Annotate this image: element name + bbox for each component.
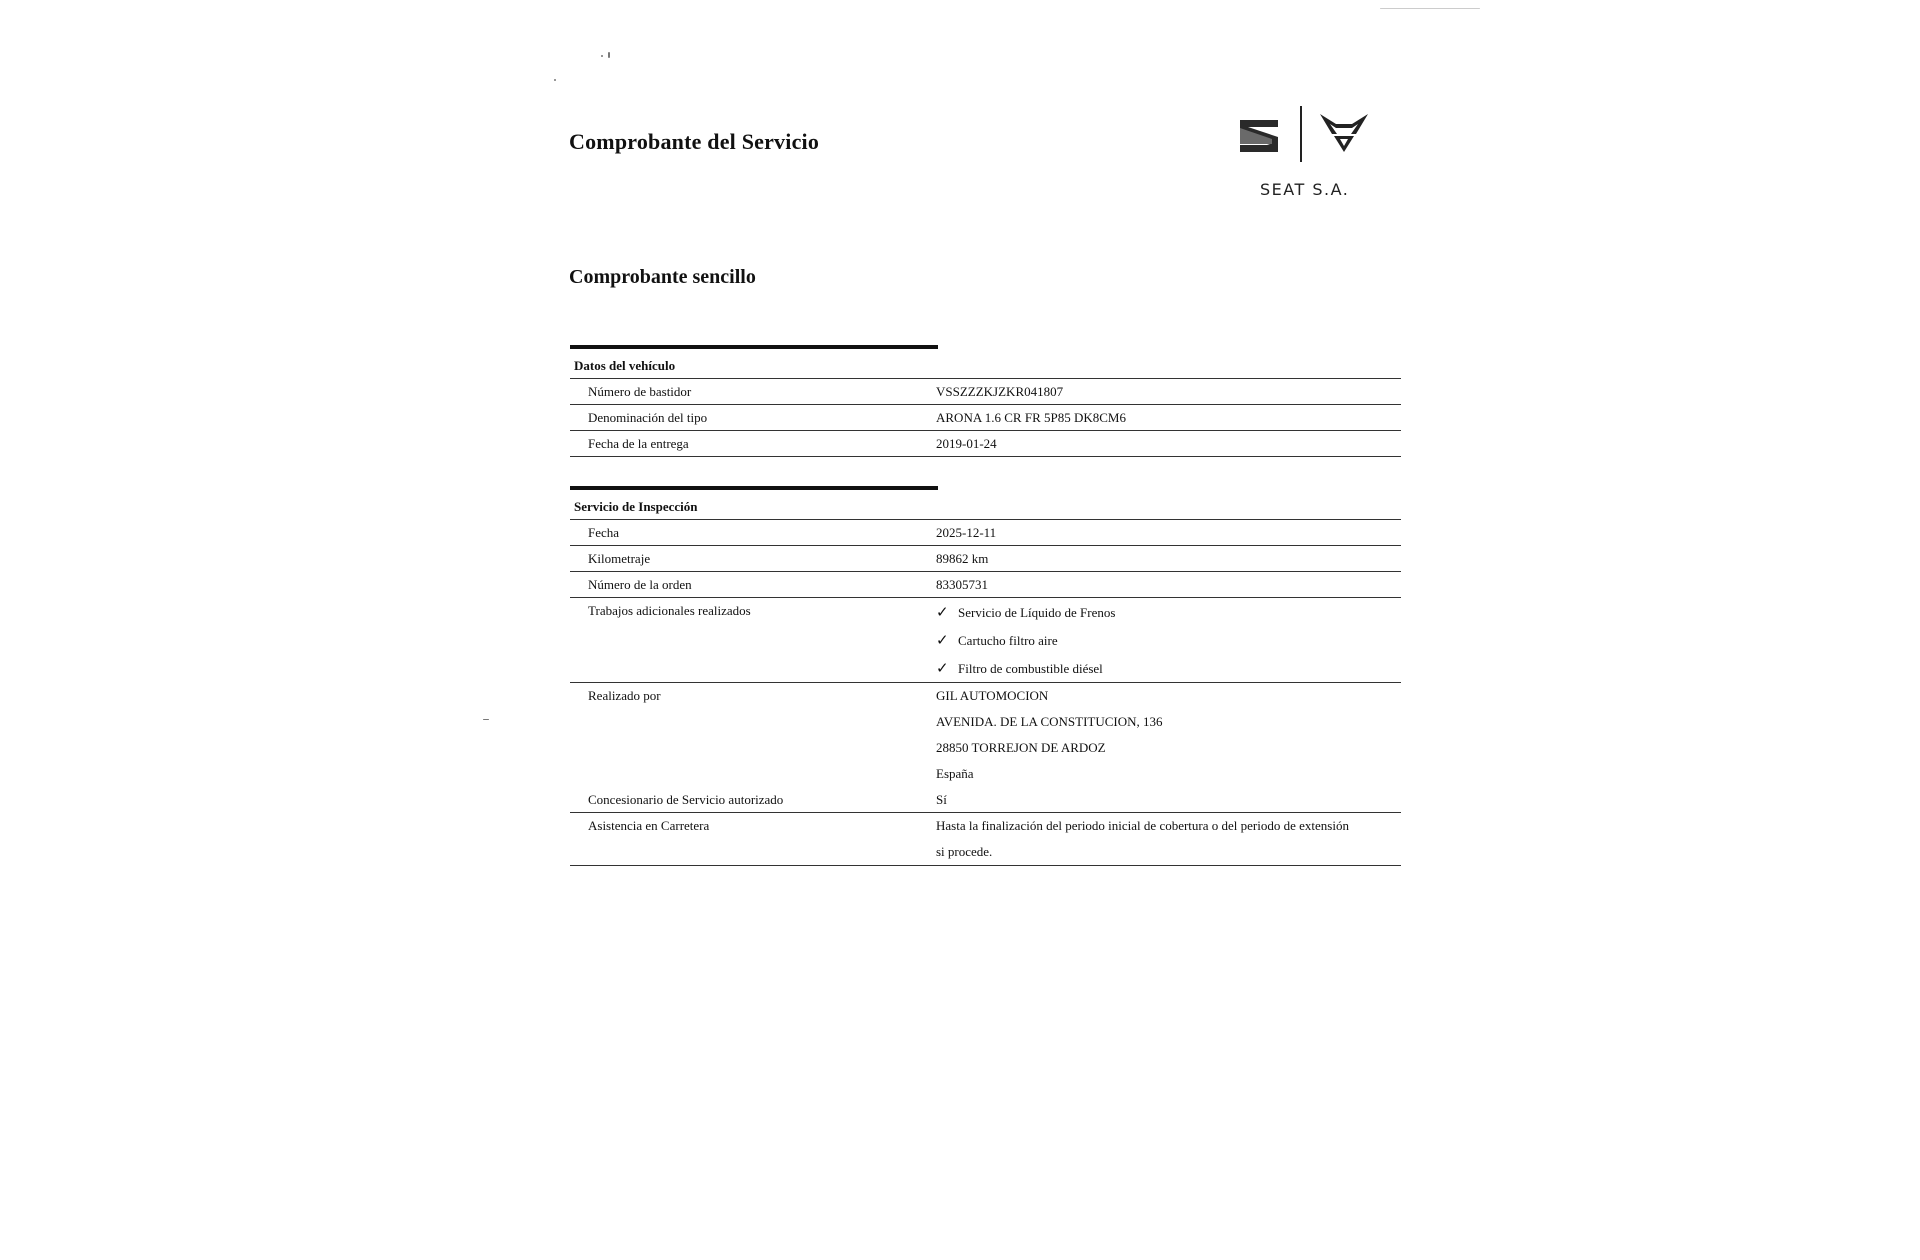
address-line: España — [936, 766, 974, 781]
cupra-logo-icon — [1318, 112, 1370, 154]
km-label: Kilometraje — [588, 551, 651, 566]
brand-logos — [1230, 102, 1380, 212]
company-name: SEAT S.A. — [1260, 180, 1350, 199]
inspection-section-heading: Servicio de Inspección — [570, 494, 1401, 520]
table-row — [570, 598, 1401, 683]
row-value: 2019-01-24 — [936, 436, 997, 451]
logo-divider — [1300, 106, 1302, 162]
address-line: 28850 TORREJON DE ARDOZ — [936, 740, 1106, 755]
address-line: AVENIDA. DE LA CONSTITUCION, 136 — [936, 714, 1163, 729]
inspection-section — [570, 486, 1401, 866]
row-label: Fecha de la entrega — [588, 436, 689, 451]
checkmark-icon: ✓ — [936, 630, 949, 649]
trabajo-text: Filtro de combustible diésel — [958, 660, 1103, 676]
section-bar — [570, 345, 938, 349]
fecha-label: Fecha — [588, 525, 620, 540]
row-label: Número de bastidor — [588, 384, 692, 399]
trabajos-list — [936, 598, 1401, 682]
table-row — [570, 431, 1401, 457]
seat-logo-icon — [1238, 118, 1280, 154]
table-row — [570, 379, 1401, 405]
list-item — [936, 626, 1401, 654]
checkmark-icon: ✓ — [936, 658, 949, 677]
scan-speck — [1380, 8, 1480, 9]
realizado-label: Realizado por — [588, 688, 661, 703]
document-title: Comprobante del Servicio — [569, 129, 820, 154]
trabajo-text: Cartucho filtro aire — [958, 632, 1058, 648]
document-subtitle: Comprobante sencillo — [569, 266, 756, 288]
fecha-value: 2025-12-11 — [936, 525, 997, 540]
asistencia-label: Asistencia en Carretera — [588, 818, 710, 833]
concesionario-label: Concesionario de Servicio autorizado — [588, 792, 784, 807]
table-row — [570, 787, 1401, 813]
table-row — [570, 520, 1401, 546]
table-row — [570, 405, 1401, 431]
section-bar — [570, 486, 938, 490]
km-value: 89862 km — [936, 551, 989, 566]
orden-label: Número de la orden — [588, 577, 692, 592]
list-item — [936, 598, 1401, 626]
scan-speck — [483, 719, 489, 720]
address-line: GIL AUTOMOCION — [936, 688, 1049, 703]
scan-speck — [554, 79, 556, 81]
vehicle-section — [570, 345, 1401, 457]
list-item — [936, 654, 1401, 682]
asistencia-line: si procede. — [936, 844, 993, 859]
checkmark-icon: ✓ — [936, 602, 949, 621]
orden-value: 83305731 — [936, 577, 988, 592]
scan-speck — [608, 52, 610, 58]
row-value: ARONA 1.6 CR FR 5P85 DK8CM6 — [936, 410, 1126, 425]
asistencia-line: Hasta la finalización del periodo inicial de cobertura o del periodo de extensión — [936, 818, 1349, 833]
table-row — [570, 683, 1401, 787]
vehicle-section-heading: Datos del vehículo — [570, 353, 1401, 379]
asistencia-value — [936, 813, 1401, 865]
row-value: VSSZZZKJZKR041807 — [936, 384, 1064, 399]
scan-speck — [601, 55, 603, 57]
table-row — [570, 546, 1401, 572]
row-label: Denominación del tipo — [588, 410, 708, 425]
trabajos-label: Trabajos adicionales realizados — [588, 603, 751, 618]
table-row — [570, 813, 1401, 866]
trabajo-text: Servicio de Líquido de Frenos — [958, 604, 1116, 620]
realizado-address — [936, 683, 1401, 787]
table-row — [570, 572, 1401, 598]
concesionario-value: Sí — [936, 792, 947, 807]
